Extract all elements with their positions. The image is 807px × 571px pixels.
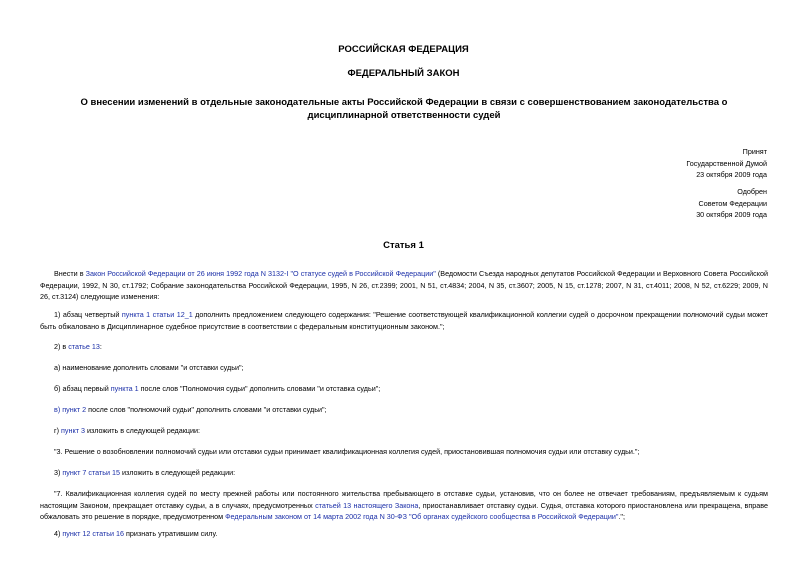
approved-date: 30 октября 2009 года — [696, 210, 767, 219]
adopted-body: Государственной Думой — [686, 158, 767, 168]
text-span: "7. Квалификационная коллегия судей по месту прежней работы или постоянного жительства пребывающего в отставке судьи, установив, что он более не отвечает требованиям, предъявляемым к судьям настоящим Законом, прекращает отставку судьи, а в случаях, предусмотренных — [40, 489, 768, 510]
text-span: а) наименование дополнить словами "и отставки судьи"; — [54, 363, 244, 372]
text-span: дополнить предложением следующего содержания: "Решение соответствующей квалификационной коллегии судей о досрочном прекращении полномочий судьи может быть обжаловано в Дисциплинарное судебное присутствие в соответствии с федеральным конституционным законом."; — [40, 310, 769, 331]
law-status-judges-link[interactable]: "О статусе судей в Российской Федерации" — [290, 269, 436, 278]
text-span: изложить в следующей редакции: — [84, 426, 201, 435]
text-span: г) — [54, 426, 62, 435]
text-span: после слов "Полномочия судьи" дополнить словами "и отставка судьи"; — [138, 384, 381, 393]
text-span: "3. Решение о возобновлении полномочий судьи или отставки судьи принимает квалификационная коллегия судей, приостановившая полномочия судьи или отставку судьи."; — [54, 447, 640, 456]
law-title: О внесении изменений в отдельные законодательные акты Российской Федерации в связи с совершенствованием законодательства о дисциплинарной ответственности судей — [80, 97, 728, 121]
adopted-block — [686, 146, 767, 181]
article-13-link[interactable]: статье 13 — [68, 342, 100, 351]
paragraph-quote-3 — [40, 446, 768, 458]
article-12-1-link[interactable]: пункта 1 статьи 12_1 — [121, 310, 193, 319]
text-span: 1) абзац четвертый — [54, 310, 122, 319]
article-13-this-law-link[interactable]: статьей 13 настоящего Закона — [315, 500, 419, 510]
text-span: : — [99, 342, 102, 351]
law-type-heading: ФЕДЕРАЛЬНЫЙ ЗАКОН — [347, 68, 460, 79]
text-span: 4) — [54, 529, 63, 538]
article-16-clause-12-link[interactable]: пункт 12 статьи 16 — [62, 529, 125, 538]
text-span: (Ведомости Съезда народных депутатов Российской Федерации и Верховного Совета Российской Федерации, 1992, N 30, ст.1792; Собрание законодательства Российской Федерации, 1995, N 26, ст.2399; 2001, N 51, ст.4834; 2004, N 35, ст.3607; 2005, N 15, ст.1278; 2007, N 31, ст.4011; 2008, N 52, ст.6229; 2009, N 26, ст.3124) следующие изменения: — [40, 269, 768, 301]
paragraph-item-1 — [40, 309, 768, 332]
text-span: Внести в — [54, 269, 86, 278]
paragraph-item-3 — [40, 467, 768, 479]
clause-2-link[interactable]: в) пункт 2 — [54, 405, 87, 414]
paragraph-intro — [40, 268, 768, 303]
federal-law-30fz-link[interactable]: Федеральным законом от 14 марта 2002 года N 30-ФЗ "Об органах судейского сообщества в Российской Федерации" — [225, 512, 619, 521]
approved-block — [696, 186, 767, 221]
clause-1-link[interactable]: пункта 1 — [110, 384, 139, 393]
article-heading: Статья 1 — [383, 240, 424, 251]
paragraph-item-4 — [40, 528, 768, 540]
paragraph-quote-7 — [40, 488, 768, 523]
paragraph-item-2g — [40, 425, 768, 437]
paragraph-item-2v — [40, 404, 768, 416]
adopted-label: Принят — [742, 147, 767, 156]
text-span: 3) — [54, 468, 63, 477]
text-span: ."; — [618, 512, 625, 521]
article-15-clause-7-link[interactable]: пункт 7 статьи 15 — [62, 468, 121, 477]
text-span: 2) в — [54, 342, 69, 351]
paragraph-item-2 — [40, 341, 768, 353]
clause-3-link[interactable]: пункт 3 — [61, 426, 85, 435]
approved-label: Одобрен — [737, 187, 767, 196]
text-span: после слов "полномочий судьи" дополнить словами "и отставки судьи"; — [86, 405, 327, 414]
paragraph-item-2a — [40, 362, 768, 374]
text-span: признать утратившим силу. — [124, 529, 218, 538]
text-span: , приостанавливает отставку судьи. Судья, отставка которого приостановлена или прекращена, вправе обжаловать это решение в порядке, предусмотренном — [40, 500, 768, 521]
paragraph-item-2b — [40, 383, 768, 395]
text-span: б) абзац первый — [54, 384, 111, 393]
text-span: изложить в следующей редакции: — [120, 468, 236, 477]
law-link-1992[interactable]: Закон Российской Федерации от 26 июня 1992 года N 3132-I — [85, 269, 289, 278]
adopted-date: 23 октября 2009 года — [696, 170, 767, 179]
country-heading: РОССИЙСКАЯ ФЕДЕРАЦИЯ — [338, 44, 469, 55]
approved-body: Советом Федерации — [698, 198, 767, 208]
